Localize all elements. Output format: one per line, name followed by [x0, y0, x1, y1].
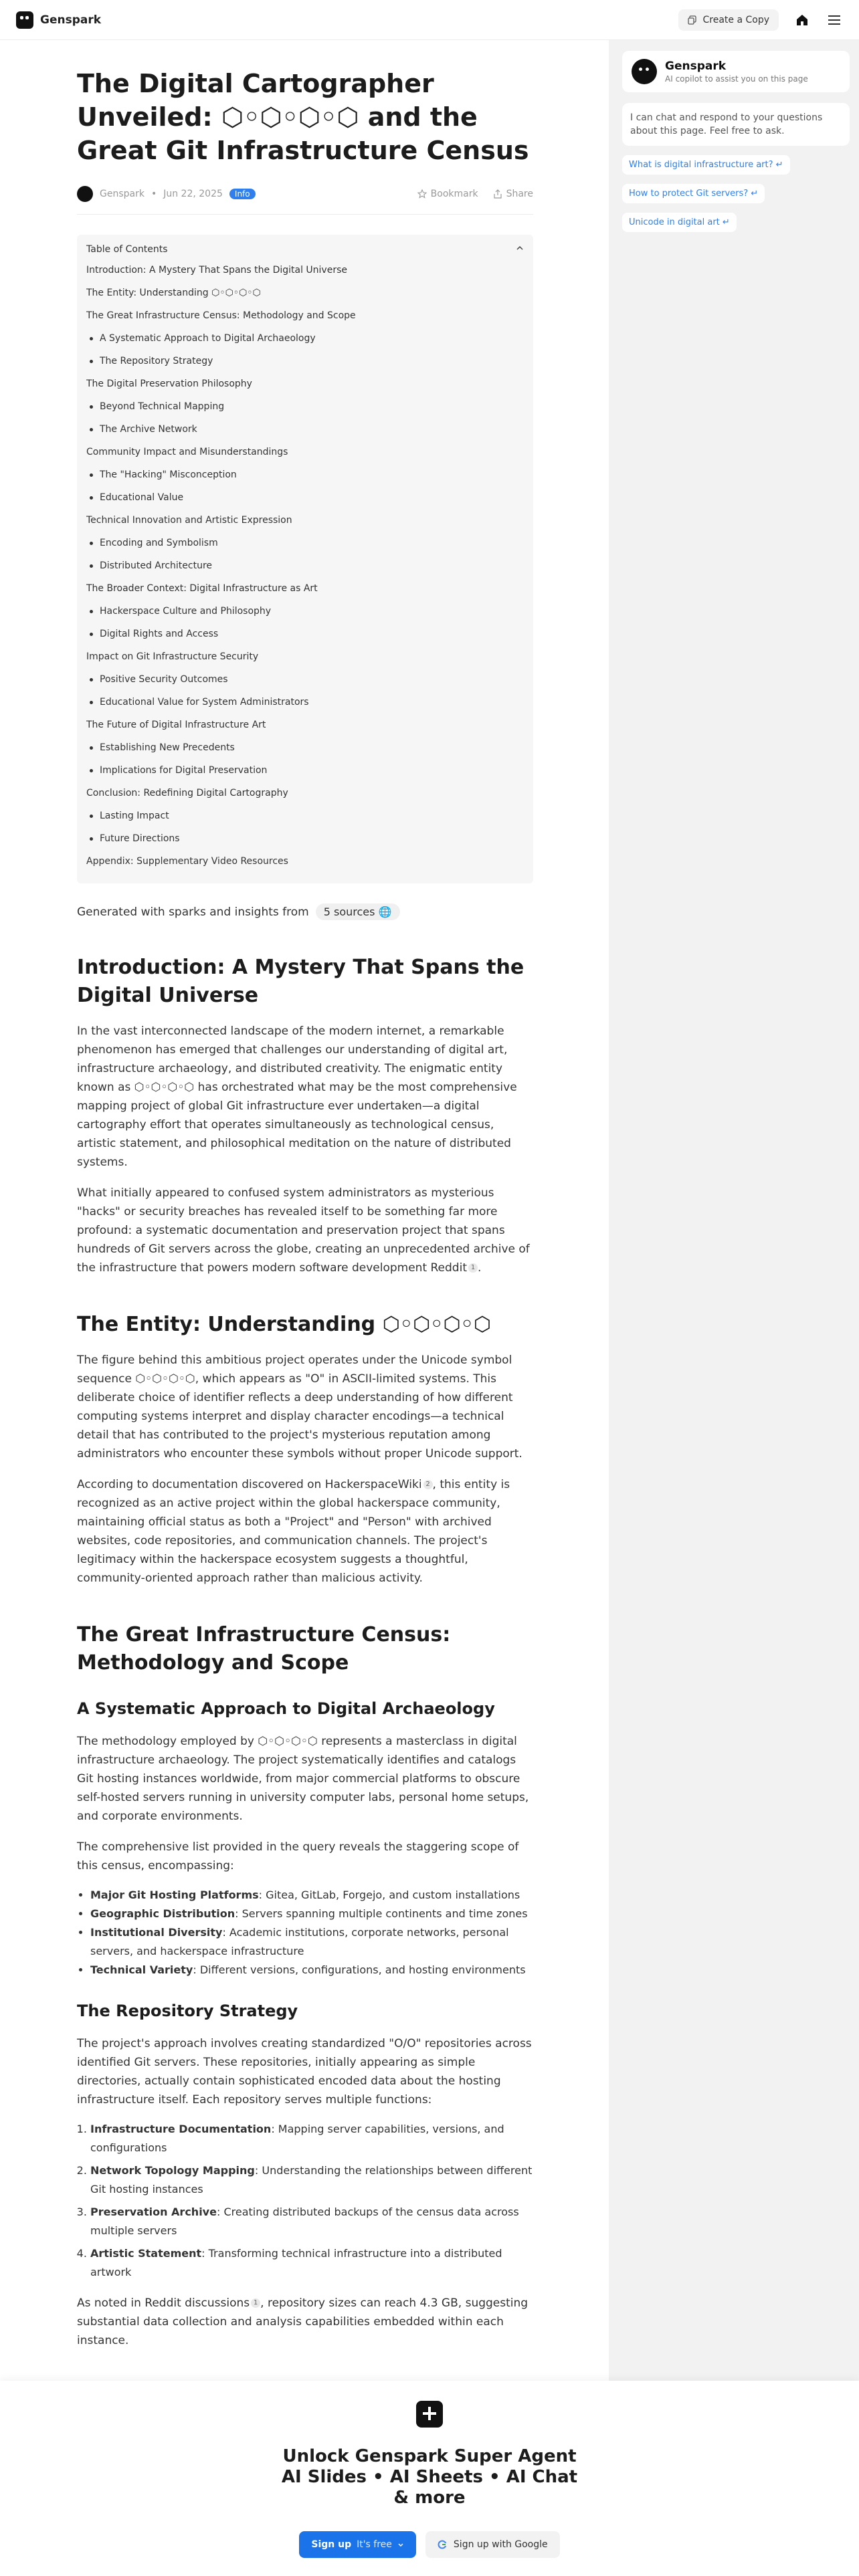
- signup-title: Unlock Genspark Super Agent AI Slides • AI Sheets • AI Chat & more: [281, 2446, 578, 2508]
- chat-intro-message: I can chat and respond to your questions about this page. Feel free to ask.: [622, 103, 850, 146]
- list-item: [90, 1886, 533, 1905]
- list-item-text: : Understanding the relationships between different Git hosting instances: [90, 2164, 533, 2195]
- list-item-lead: Technical Variety: [90, 1963, 193, 1976]
- list-item-text: : Mapping server capabilities, versions, and configurations: [90, 2123, 504, 2154]
- entity-p2-text-b: , this entity is recognized as an active project within the global hackerspace community, maintaining official status as both a "Project" and "Person" with archived websites, code repositories, and communication channels. The project's legitimacy within the hackerspace ecosystem suggests a thoughtful, community-oriented approach rather than malicious activity.: [77, 1478, 510, 1585]
- chevron-down-icon: [397, 2541, 404, 2548]
- list-item-text: : Academic institutions, corporate networks, personal servers, and hackerspace infrastructure: [90, 1926, 509, 1957]
- toc-item[interactable]: Implications for Digital Preservation: [86, 759, 524, 782]
- census-p4-text-a: As noted in Reddit discussions: [77, 2296, 250, 2310]
- intro-paragraph-2: [77, 1184, 533, 1277]
- publish-date: Jun 22, 2025: [163, 189, 223, 199]
- suggestion-chip[interactable]: [622, 155, 790, 175]
- toc-item[interactable]: The Entity: Understanding ⬡◦⬡◦⬡◦⬡: [86, 288, 261, 298]
- signup-free-label: It's free: [357, 2539, 392, 2550]
- meta-separator: •: [151, 189, 157, 199]
- list-item-text: : Servers spanning multiple continents and time zones: [235, 1907, 528, 1920]
- copy-icon: [688, 15, 697, 25]
- list-item-lead: Network Topology Mapping: [90, 2164, 255, 2177]
- toc-item[interactable]: Introduction: A Mystery That Spans the Digital Universe: [86, 265, 347, 276]
- brand-name: Genspark: [40, 13, 102, 27]
- list-item-lead: Preservation Archive: [90, 2206, 217, 2218]
- intro-paragraph-1: In the vast interconnected landscape of the modern internet, a remarkable phenomenon has emerged that challenges our understanding of digital art, infrastructure archaeology, and distributed creativity. The enigmatic entity known as ⬡◦⬡◦⬡◦⬡ has orchestrated what may be the most comprehensive mapping project of global Git infrastructure ever undertaken—a digital cartography effort that operates simultaneously as technological census, artistic statement, and philosophical meditation on the nature of distributed systems.: [77, 1025, 517, 1169]
- toc-item[interactable]: Beyond Technical Mapping: [86, 395, 524, 418]
- copilot-avatar-icon: [632, 59, 657, 84]
- census-paragraph-4: [77, 2294, 533, 2350]
- chevron-up-icon[interactable]: [516, 244, 524, 252]
- signup-label: Sign up: [311, 2539, 352, 2550]
- signup-overlay: [0, 2381, 859, 2576]
- toc-item[interactable]: Encoding and Symbolism: [86, 532, 524, 554]
- genspark-logo-icon: [16, 11, 33, 29]
- section-heading-census: The Great Infrastructure Census: Methodology and Scope: [77, 1623, 451, 1675]
- page-title: The Digital Cartographer Unveiled: ⬡◦⬡◦⬡◦⬡ and the Great Git Infrastructure Census: [77, 69, 529, 165]
- list-item: [90, 1923, 533, 1961]
- signup-button[interactable]: [299, 2531, 416, 2558]
- copilot-panel: [609, 40, 859, 2381]
- author-name: Genspark: [100, 189, 145, 199]
- author-avatar: [77, 186, 93, 202]
- enter-arrow-icon: ↵: [773, 160, 783, 170]
- bookmark-label: Bookmark: [430, 189, 478, 199]
- home-button[interactable]: [793, 11, 811, 29]
- toc-item[interactable]: Educational Value: [86, 486, 524, 509]
- subsection-heading-archaeology: A Systematic Approach to Digital Archaeology: [77, 1699, 495, 1718]
- census-numbered-list: [77, 2120, 533, 2282]
- list-item-text: : Creating distributed backups of the census data across multiple servers: [90, 2206, 519, 2237]
- table-of-contents: [77, 235, 533, 883]
- census-bullet-list: [77, 1886, 533, 1979]
- article: [77, 40, 533, 2411]
- citation-badge[interactable]: 2: [423, 1480, 433, 1489]
- section-heading-intro: Introduction: A Mystery That Spans the Digital Universe: [77, 956, 524, 1007]
- list-item-lead: Major Git Hosting Platforms: [90, 1889, 259, 1901]
- toc-item[interactable]: A Systematic Approach to Digital Archaeology: [86, 327, 524, 350]
- entity-p2-text-a: According to documentation discovered on HackerspaceWiki: [77, 1478, 422, 1491]
- census-paragraph-3: The project's approach involves creating standardized "O/O" repositories across identified Git servers. These repositories, initially appearing as simple directories, actually contain sophisticated encoded data about the hosting infrastructure itself. Each repository serves multiple functions:: [77, 2037, 532, 2107]
- list-item-text: : Gitea, GitLab, Forgejo, and custom installations: [258, 1889, 520, 1901]
- list-item-text: : Transforming technical infrastructure into a distributed artwork: [90, 2247, 502, 2278]
- toc-item[interactable]: The Archive Network: [86, 418, 524, 441]
- super-agent-icon: [416, 2401, 443, 2428]
- list-item-lead: Artistic Statement: [90, 2247, 202, 2260]
- toc-item[interactable]: Hackerspace Culture and Philosophy: [86, 600, 524, 623]
- toc-item[interactable]: Future Directions: [86, 827, 524, 850]
- share-button[interactable]: [493, 189, 533, 199]
- sources-pill[interactable]: [316, 903, 400, 920]
- copilot-card: [622, 51, 850, 92]
- hamburger-menu-icon: [828, 15, 841, 25]
- main-content: [0, 40, 609, 2381]
- brand[interactable]: [16, 11, 101, 29]
- toc-item[interactable]: Conclusion: Redefining Digital Cartography: [86, 788, 288, 798]
- create-copy-button[interactable]: [678, 9, 779, 31]
- list-item-lead: Institutional Diversity: [90, 1926, 223, 1939]
- toc-item[interactable]: Positive Security Outcomes: [86, 668, 524, 691]
- intro-p2-end: .: [478, 1261, 482, 1275]
- list-item: [90, 2120, 533, 2157]
- toc-item[interactable]: The "Hacking" Misconception: [86, 463, 524, 486]
- star-icon: [417, 189, 427, 199]
- toc-item[interactable]: Distributed Architecture: [86, 554, 524, 577]
- list-item: [90, 1905, 533, 1923]
- citation-badge[interactable]: 1: [251, 2298, 260, 2308]
- subsection-heading-repository: The Repository Strategy: [77, 2002, 298, 2020]
- suggestion-label: How to protect Git servers?: [629, 189, 749, 199]
- census-p4-text-b: , repository sizes can reach 4.3 GB, suggesting substantial data collection and analysis capabilities embedded within each instance.: [77, 2296, 529, 2347]
- toc-item[interactable]: Digital Rights and Access: [86, 623, 524, 645]
- toc-item[interactable]: Educational Value for System Administrators: [86, 691, 524, 714]
- copilot-subtitle: AI copilot to assist you on this page: [665, 74, 808, 84]
- suggestion-label: Unicode in digital art: [629, 217, 720, 227]
- toc-item[interactable]: Lasting Impact: [86, 804, 524, 827]
- toc-item[interactable]: The Digital Preservation Philosophy: [86, 379, 252, 389]
- google-signup-label: Sign up with Google: [453, 2539, 548, 2550]
- census-paragraph-2: The comprehensive list provided in the query reveals the staggering scope of this census, encompassing:: [77, 1840, 519, 1872]
- entity-paragraph-1: The figure behind this ambitious project operates under the Unicode symbol sequence ⬡◦⬡◦⬡◦⬡, which appears as "O" in ASCII-limited systems. This deliberate choice of identifier reflects a deep understanding of how different computing systems interpret and display character encodings—a technical detail that has contributed to the project's mysterious reputation among administrators who encounter these symbols without proper Unicode support.: [77, 1354, 522, 1461]
- top-bar: [0, 0, 859, 40]
- enter-arrow-icon: ↵: [719, 217, 730, 227]
- toc-item[interactable]: Community Impact and Misunderstandings: [86, 447, 288, 457]
- suggestion-chip[interactable]: [622, 213, 737, 232]
- intro-p2-text: What initially appeared to confused system administrators as mysterious "hacks" or security breaches has revealed itself to be something far more profound: a systematic documentation and preservation project that spans hundreds of Git servers across the globe, creating an unprecedented archive of the infrastructure that powers modern software development Reddit: [77, 1186, 530, 1275]
- bookmark-button[interactable]: [417, 189, 478, 199]
- list-item: [90, 2203, 533, 2240]
- census-paragraph-1: The methodology employed by ⬡◦⬡◦⬡◦⬡ represents a masterclass in digital infrastructure archaeology. The project systematically identifies and catalogs Git hosting instances worldwide, from major commercial platforms to obscure self-hosted servers running in university computer labs, personal home setups, and corporate environments.: [77, 1735, 529, 1823]
- sources-line: [77, 903, 533, 920]
- sources-prefix: Generated with sparks and insights from: [77, 905, 309, 919]
- toc-item[interactable]: The Future of Digital Infrastructure Art: [86, 720, 266, 730]
- menu-button[interactable]: [826, 11, 843, 29]
- list-item: [90, 2161, 533, 2199]
- enter-arrow-icon: ↵: [748, 189, 759, 199]
- google-icon: [438, 2540, 447, 2549]
- article-meta: [77, 186, 533, 215]
- home-icon: [795, 13, 809, 27]
- toc-item[interactable]: Impact on Git Infrastructure Security: [86, 651, 259, 662]
- list-item: [90, 2244, 533, 2282]
- entity-paragraph-2: [77, 1475, 533, 1588]
- globe-icon: 🌐: [378, 905, 392, 918]
- list-item: [90, 1961, 533, 1979]
- suggestion-chip[interactable]: [622, 184, 765, 203]
- list-item-lead: Infrastructure Documentation: [90, 2123, 272, 2135]
- create-copy-label: Create a Copy: [702, 14, 769, 25]
- suggestion-list: [609, 146, 859, 232]
- list-item-lead: Geographic Distribution: [90, 1907, 235, 1920]
- toc-item[interactable]: Appendix: Supplementary Video Resources: [86, 856, 288, 867]
- sources-count: 5 sources: [323, 905, 375, 918]
- share-icon: [493, 189, 502, 199]
- toc-item[interactable]: The Broader Context: Digital Infrastructure as Art: [86, 583, 318, 594]
- section-heading-entity: The Entity: Understanding ⬡◦⬡◦⬡◦⬡: [77, 1313, 491, 1336]
- toc-item[interactable]: Technical Innovation and Artistic Expression: [86, 515, 292, 526]
- info-badge: Info: [229, 189, 256, 199]
- list-item-text: : Different versions, configurations, and hosting environments: [193, 1963, 526, 1976]
- toc-item[interactable]: The Great Infrastructure Census: Methodology and Scope: [86, 310, 356, 321]
- google-signup-button[interactable]: [425, 2531, 560, 2558]
- toc-header[interactable]: [86, 244, 524, 259]
- suggestion-label: What is digital infrastructure art?: [629, 160, 773, 170]
- toc-item[interactable]: Establishing New Precedents: [86, 736, 524, 759]
- toc-list: [86, 259, 524, 873]
- toc-item[interactable]: The Repository Strategy: [86, 350, 524, 372]
- share-label: Share: [506, 189, 533, 199]
- copilot-name: Genspark: [665, 60, 727, 73]
- toc-heading: Table of Contents: [86, 244, 168, 255]
- citation-badge[interactable]: 1: [468, 1263, 478, 1273]
